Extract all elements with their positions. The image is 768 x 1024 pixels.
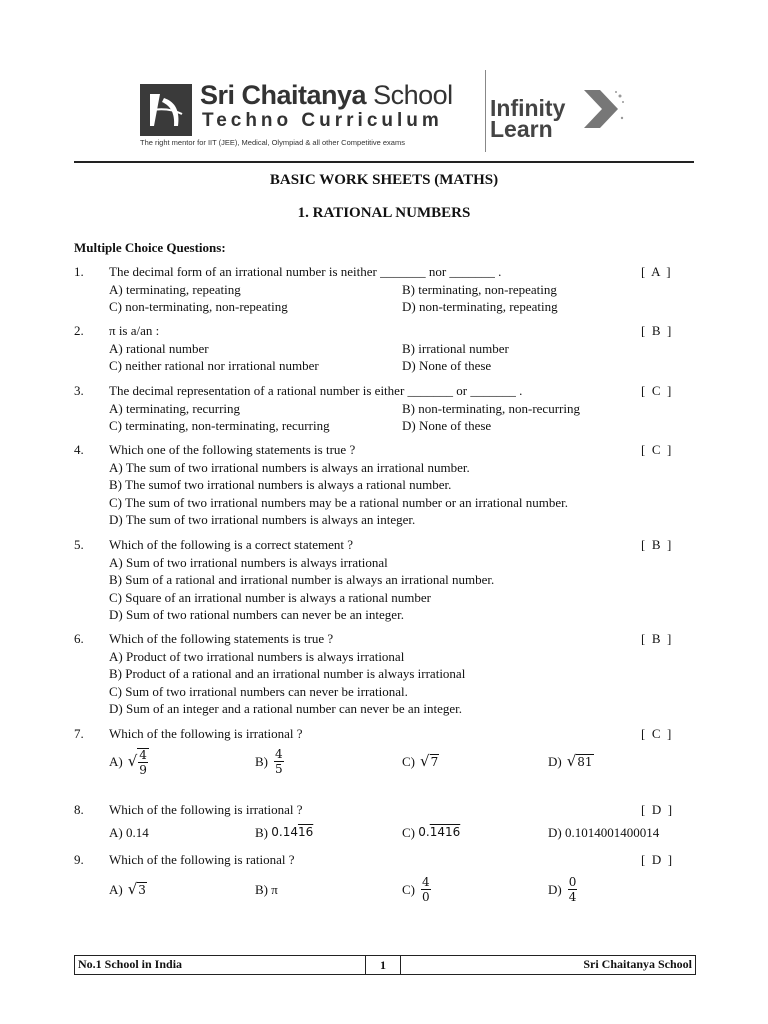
question-text: Which of the following is irrational ? <box>109 802 303 817</box>
question-9: 9. [ D ] Which of the following is rational ? A) √ 3 B) π C) $\frac{4}{0}$ D) $\frac{0}{4}$ <box>74 852 673 904</box>
option-b: B) The sumof two irrational numbers is always a rational number. <box>109 477 452 492</box>
option-d: D) $\frac{0}{4}$ <box>548 875 577 904</box>
option-d: D) 0.1014001400014 <box>548 824 660 840</box>
header-rule <box>74 161 694 163</box>
school-logo-icon <box>140 84 192 136</box>
answer-key: [ C ] <box>641 383 672 398</box>
option-c: C) 0.1416 <box>402 824 461 840</box>
answer-key: [ A ] <box>641 264 671 279</box>
answer-key: [ D ] <box>641 802 673 817</box>
footer-left: No.1 School in India <box>78 957 183 971</box>
option-c: C) √ 7 <box>402 751 439 770</box>
question-text: The decimal form of an irrational number is neither _______ nor _______ . <box>109 264 502 279</box>
partner-logo: Infinity Learn <box>490 95 566 142</box>
option-c: C) neither rational nor irrational number <box>109 358 319 373</box>
question-2: 2. [ B ] π is a/an : A) rational number B) irrational number C) neither rational nor irrational number D) None of these <box>74 323 672 373</box>
answer-key: [ B ] <box>641 323 672 338</box>
answer-key: [ B ] <box>641 631 672 646</box>
option-a: A) √ 3 <box>109 879 146 898</box>
option-c: C) Square of an irrational number is always a rational number <box>109 589 432 605</box>
brand-subtitle: Techno Curriculum <box>202 110 443 131</box>
brand-name: Sri Chaitanya School <box>200 80 453 110</box>
answer-key: [ C ] <box>641 442 672 457</box>
option-c: C) The sum of two irrational numbers may be a rational number or an irrational number. <box>109 494 568 510</box>
option-a: A) Sum of two irrational numbers is always irrational <box>109 554 388 570</box>
brand-tagline: The right mentor for IIT (JEE), Medical, Olympiad & all other Competitive exams <box>140 138 405 147</box>
school-header <box>140 70 630 152</box>
question-text: Which of the following is irrational ? <box>109 726 303 741</box>
option-c: C) terminating, non-terminating, recurring <box>109 418 330 433</box>
answer-key: [ B ] <box>641 537 672 552</box>
question-8: 8. [ D ] Which of the following is irrational ? A) 0.14 B) 0.1416 C) 0.1416 D) 0.1014001400014 <box>74 801 694 845</box>
option-d: D) Sum of two rational numbers can never be an integer. <box>109 607 404 622</box>
question-4: 4. [ C ] Which one of the following statements is true ? A) The sum of two irrational numbers is always an irrational number. B) The sumof two irrational numbers is always a rational number. C) The sum of two irrational numbers may be a rational number or an irrational number. D) The sum of two irrational numbers is always an integer. <box>74 442 672 527</box>
answer-key: [ C ] <box>641 726 672 741</box>
page-footer <box>74 955 696 975</box>
question-text: The decimal representation of a rational number is either _______ or _______ . <box>109 383 523 398</box>
answer-key: [ D ] <box>641 852 673 867</box>
option-d: D) The sum of two irrational numbers is always an integer. <box>109 512 416 527</box>
option-c: C) non-terminating, non-repeating <box>109 299 288 314</box>
option-a: A) Product of two irrational numbers is always irrational <box>109 648 405 664</box>
option-a: A) terminating, repeating <box>109 281 241 297</box>
question-5: 5. [ B ] Which of the following is a correct statement ? A) Sum of two irrational numbers is always irrational B) Sum of a rational and irrational number is always an irrational number. C) Square of an irrational number is always a rational number D) Sum of two rational numbers can never be an integer. <box>74 537 672 622</box>
option-a: A) √ $\frac{4}{9}$ <box>109 747 147 777</box>
section-heading: Multiple Choice Questions: <box>74 240 226 255</box>
option-b: B) terminating, non-repeating <box>402 281 557 297</box>
option-d: D) √ 81 <box>548 751 593 770</box>
option-a: A) The sum of two irrational numbers is always an irrational number. <box>109 459 470 475</box>
option-b: B) non-terminating, non-recurring <box>402 400 580 416</box>
question-text: Which of the following statements is true ? <box>109 631 334 646</box>
page-number: 1 <box>365 956 401 974</box>
option-b: B) irrational number <box>402 340 509 356</box>
header-divider <box>485 70 486 152</box>
question-3: 3. [ C ] The decimal representation of a rational number is either _______ or _______ . A) terminating, recurring B) non-terminating, non-recurring C) terminating, non-terminating, recurring D) None of these <box>74 383 672 433</box>
question-text: Which one of the following statements is true ? <box>109 442 356 457</box>
page-title: BASIC WORK SHEETS (MATHS) <box>269 172 499 188</box>
question-text: Which of the following is rational ? <box>109 852 295 867</box>
question-6: 6. [ B ] Which of the following statements is true ? A) Product of two irrational numbers is always irrational B) Product of a rational and an irrational number is always irrational C) Sum of two irrational numbers can never be irrational. D) Sum of an integer and a rational number can never be an integer. <box>74 631 672 716</box>
option-c: C) Sum of two irrational numbers can never be irrational. <box>109 683 408 699</box>
option-b: B) 0.1416 <box>255 824 314 840</box>
option-a: A) terminating, recurring <box>109 400 241 416</box>
option-b: B) Sum of a rational and irrational number is always an irrational number. <box>109 572 495 587</box>
option-c: C) $\frac{4}{0}$ <box>402 875 430 904</box>
chevron-right-icon <box>580 88 626 130</box>
option-a: A) rational number <box>109 340 209 356</box>
option-d: D) non-terminating, repeating <box>402 299 558 314</box>
question-1: 1. [ A ] The decimal form of an irrational number is neither _______ nor _______ . A) terminating, repeating B) terminating, non-repeating C) non-terminating, non-repeating D) non-terminating, repeating <box>74 264 671 314</box>
option-b: B) π <box>255 881 278 897</box>
question-text: Which of the following is a correct statement ? <box>109 537 354 552</box>
option-d: D) None of these <box>402 418 492 433</box>
chapter-title: 1. RATIONAL NUMBERS <box>297 205 471 221</box>
option-a: A) 0.14 <box>109 824 149 840</box>
option-b: B) $\frac{4}{5}$ <box>255 747 283 776</box>
option-b: B) Product of a rational and an irrational number is always irrational <box>109 666 466 681</box>
option-d: D) None of these <box>402 358 492 373</box>
question-text: π is a/an : <box>109 323 160 338</box>
option-d: D) Sum of an integer and a rational number can never be an integer. <box>109 701 463 716</box>
question-7: 7. [ C ] Which of the following is irrational ? A) √ $\frac{4}{9}$ B) $\frac{4}{5}$ C) √ 7 D) √ 81 <box>74 726 672 777</box>
footer-right: Sri Chaitanya School <box>583 957 692 971</box>
